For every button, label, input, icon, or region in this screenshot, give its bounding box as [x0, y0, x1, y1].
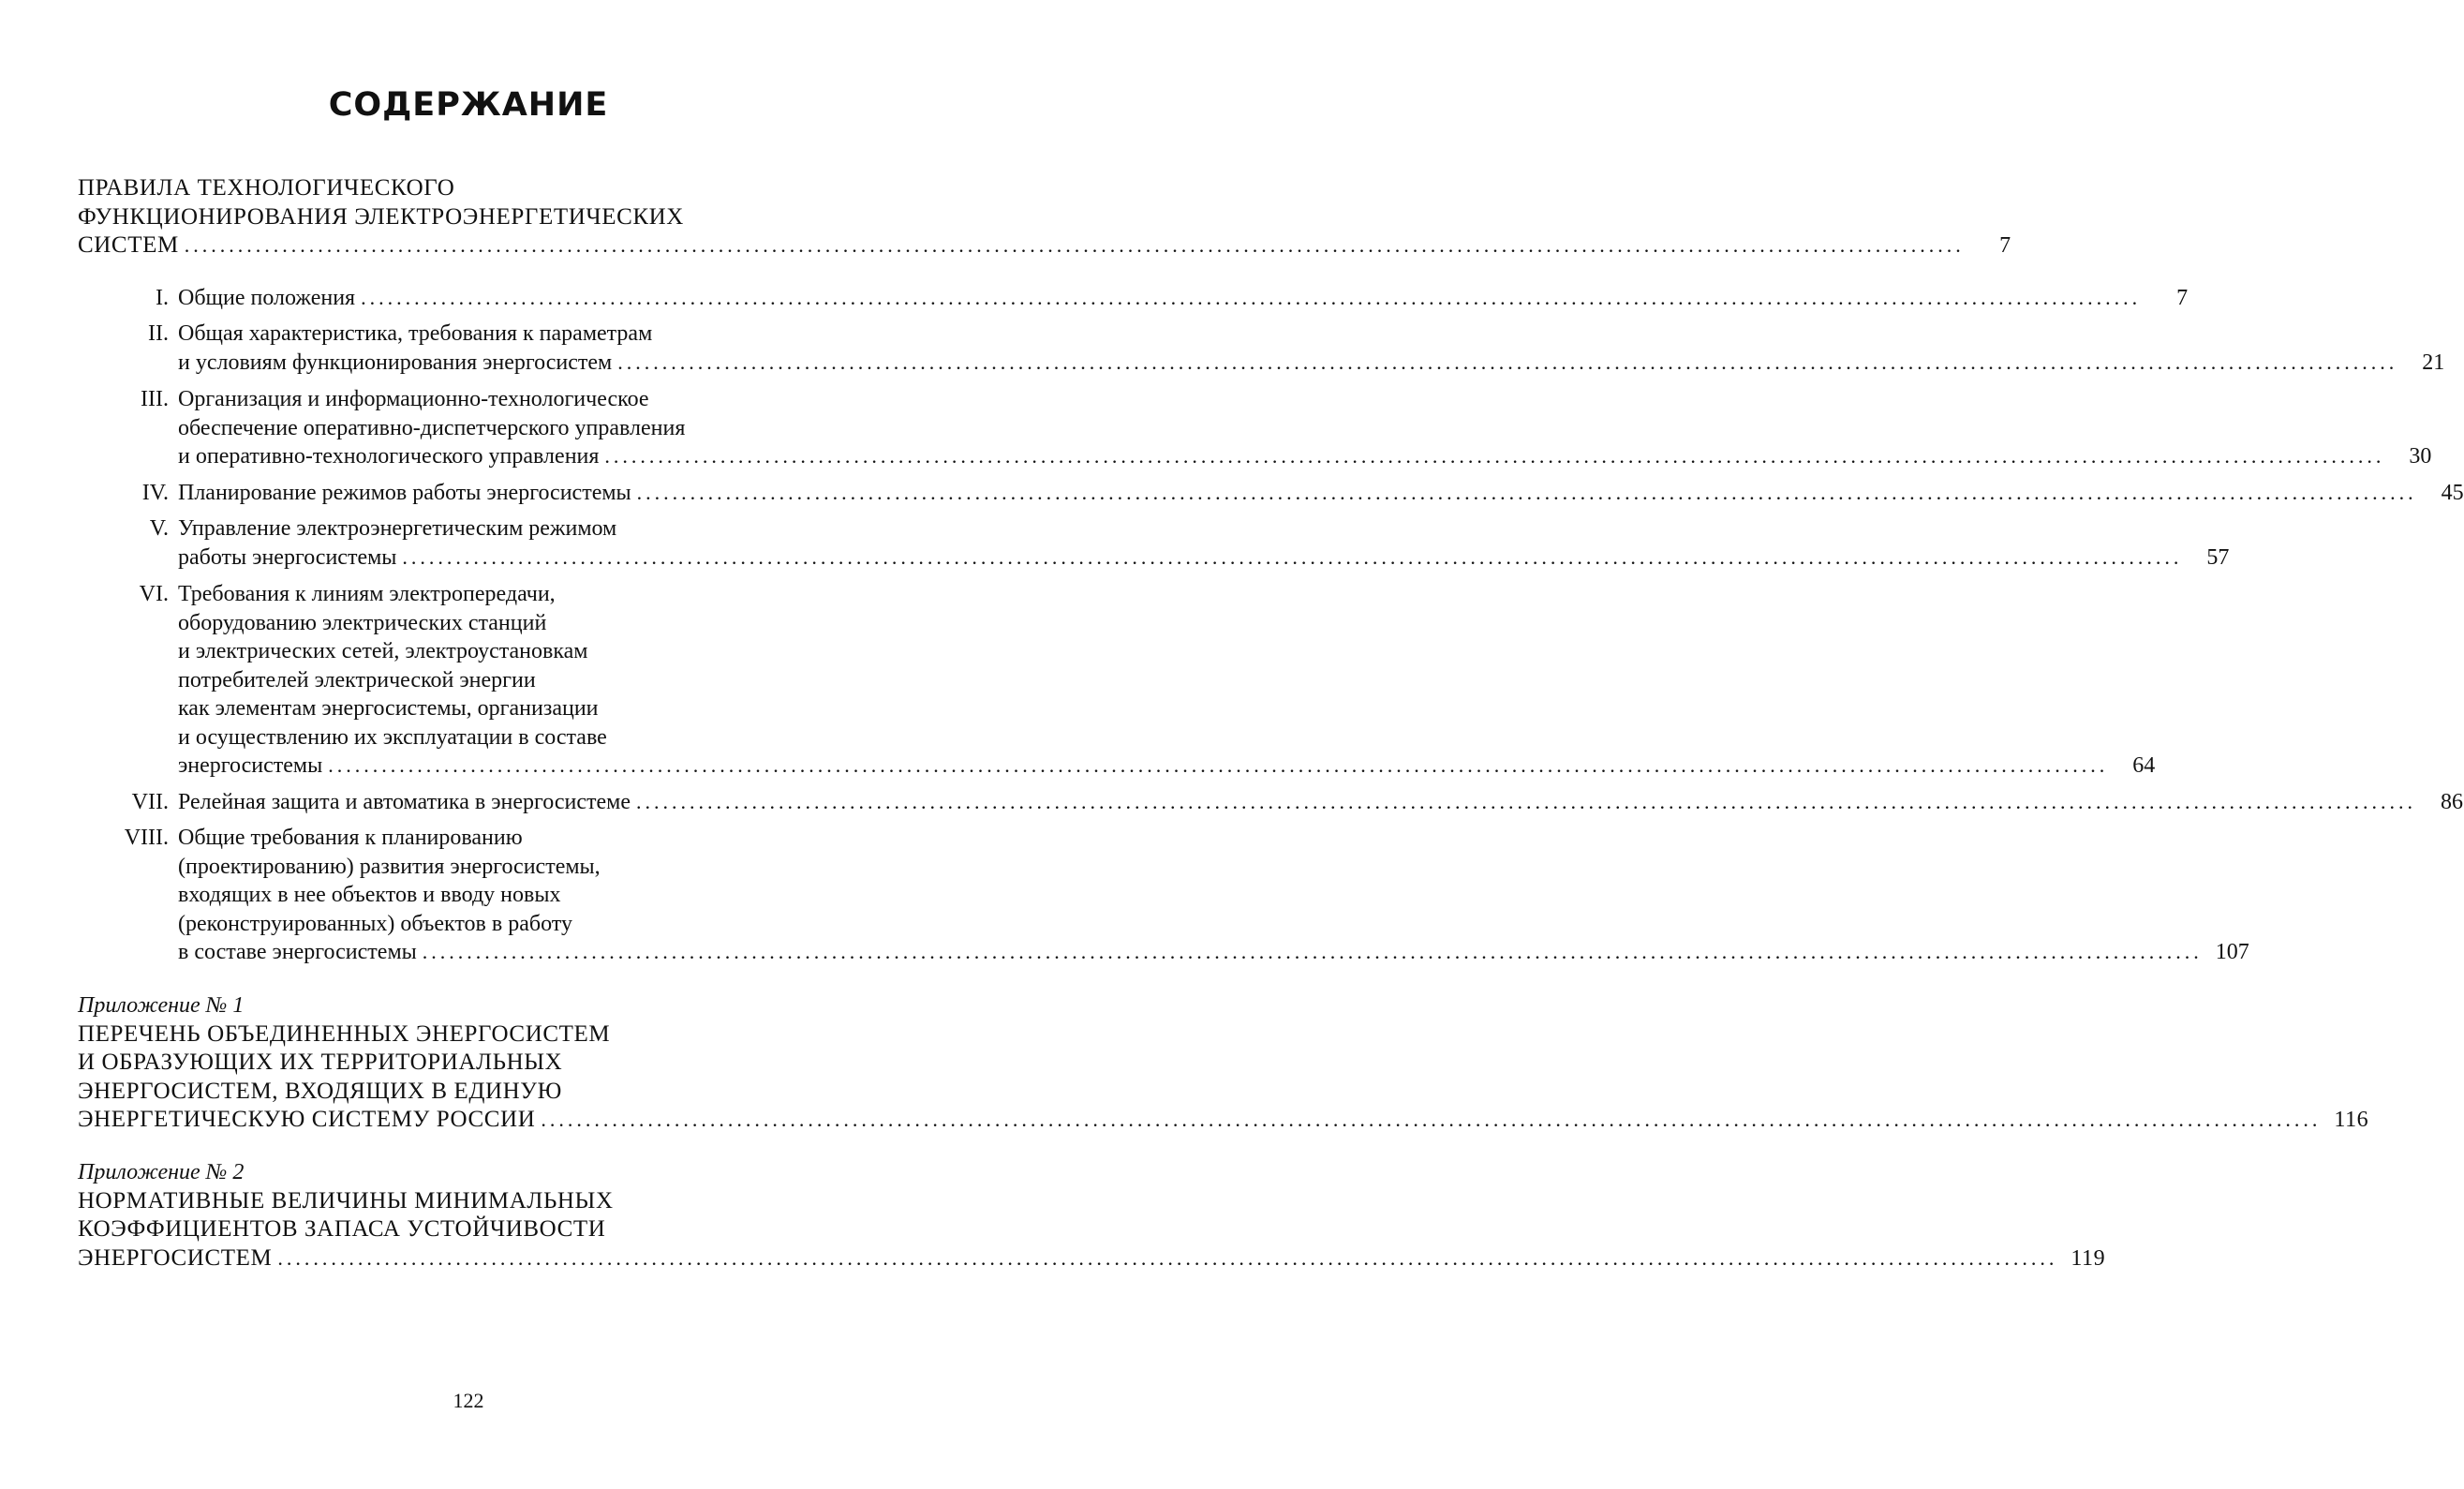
appendix-title-line	[78, 1243, 2106, 1273]
toc-entry-line-text: и условиям функционирования энергосистем	[178, 350, 613, 375]
section-title-line: ФУНКЦИОНИРОВАНИЯ ЭЛЕКТРОЭНЕРГЕТИЧЕСКИХ	[78, 203, 684, 230]
entry-number: III.	[141, 387, 169, 411]
toc-entry-line	[178, 283, 2189, 313]
toc-entry-line: потребителей электрической энергии	[178, 667, 536, 692]
appendix-title-line-text: ЭНЕРГОСИСТЕМ	[78, 1244, 273, 1271]
toc-entry-line: (реконструированных) объектов в работу	[178, 911, 572, 936]
leader-dots: ........................................................................................................................................................................................................	[184, 233, 1965, 257]
leader-dots: ........................................................................................................................................................................................................	[402, 544, 2183, 569]
toc-entry-line: Общая характеристика, требования к параметрам	[178, 321, 653, 346]
toc-entry-line-text: в составе энергосистемы	[178, 940, 417, 964]
entry-number: VII.	[131, 790, 169, 814]
section-title-line-text: СИСТЕМ	[78, 232, 179, 258]
entry-number: I.	[156, 286, 169, 310]
appendix-title-line: КОЭФФИЦИЕНТОВ ЗАПАСА УСТОЙЧИВОСТИ	[78, 1216, 606, 1242]
page-ref: 45	[2441, 481, 2464, 505]
toc-entry-line-text: работы энергосистемы	[178, 544, 397, 570]
page-ref: 57	[2206, 544, 2230, 570]
toc-entry-line	[178, 751, 2156, 781]
toc-entry-line	[178, 441, 2432, 471]
toc-entry-line: и электрических сетей, электроустановкам	[178, 639, 588, 663]
leader-dots: ........................................................................................................................................................................................................	[635, 790, 2416, 813]
page-ref: 64	[2132, 753, 2156, 778]
toc-entry-line: оборудованию электрических станций	[178, 610, 547, 635]
toc-entry-line: Организация и информационно-технологическое	[178, 387, 649, 411]
leader-dots: ........................................................................................................................................................................................................	[277, 1245, 2058, 1270]
toc-entry-line-text: энергосистемы	[178, 753, 323, 778]
toc-entry-line: и осуществлению их эксплуатации в составе	[178, 724, 607, 750]
toc-entry-line	[178, 478, 2464, 508]
entry-number: VI.	[139, 582, 169, 606]
leader-dots: ........................................................................................................................................................................................................	[361, 286, 2142, 309]
appendix-title-line-text: ЭНЕРГЕТИЧЕСКУЮ СИСТЕМУ РОССИИ	[78, 1107, 536, 1132]
toc-entry-line-text: Общие положения	[178, 286, 356, 310]
leader-dots: ........................................................................................................................................................................................................	[541, 1108, 2322, 1131]
page-ref: 7	[1999, 233, 2011, 258]
toc-entry-line-text: Планирование режимов работы энергосистемы	[178, 481, 631, 505]
section-title-line: ПРАВИЛА ТЕХНОЛОГИЧЕСКОГО	[78, 175, 455, 201]
section-title-line	[78, 231, 2011, 261]
toc-entry-line	[178, 937, 2249, 967]
entry-number: VIII.	[124, 826, 169, 850]
toc-entry-line	[178, 543, 2230, 573]
leader-dots: ........................................................................................................................................................................................................	[617, 350, 2398, 374]
appendix-title-line	[78, 1105, 2369, 1135]
toc-entry-line: входящих в нее объектов и вводу новых	[178, 883, 561, 907]
entry-number: IV.	[141, 481, 169, 505]
toc-entry-line: Требования к линиям электропередачи,	[178, 582, 556, 606]
page-ref: 30	[2409, 444, 2432, 469]
page-title: СОДЕРЖАНИЕ	[328, 86, 609, 124]
leader-dots: ........................................................................................................................................................................................................	[422, 940, 2203, 963]
page-ref: 116	[2334, 1108, 2369, 1132]
leader-dots: ........................................................................................................................................................................................................	[636, 481, 2417, 504]
page-ref: 7	[2176, 286, 2189, 310]
appendix-title-line: ПЕРЕЧЕНЬ ОБЪЕДИНЕННЫХ ЭНЕРГОСИСТЕМ	[78, 1020, 611, 1047]
page-ref: 86	[2440, 790, 2463, 814]
appendix-label: Приложение № 1	[78, 993, 245, 1018]
appendix-title-line: И ОБРАЗУЮЩИХ ИХ ТЕРРИТОРИАЛЬНЫХ	[78, 1050, 563, 1075]
toc-entry-line: (проектированию) развития энергосистемы,	[178, 854, 601, 879]
entry-number: V.	[149, 516, 169, 541]
page-ref: 119	[2071, 1245, 2106, 1271]
leader-dots: ........................................................................................................................................................................................................	[604, 444, 2385, 468]
page-ref: 21	[2422, 350, 2445, 375]
toc-entry-line	[178, 348, 2445, 378]
toc-entry-line-text: и оперативно-технологического управления	[178, 444, 600, 469]
toc-entry-line	[178, 787, 2463, 817]
toc-entry-line: как элементам энергосистемы, организации	[178, 696, 599, 721]
page-ref: 107	[2215, 940, 2249, 964]
toc-entry-line: Управление электроэнергетическим режимом	[178, 516, 617, 541]
appendix-title-line: ЭНЕРГОСИСТЕМ, ВХОДЯЩИХ В ЕДИНУЮ	[78, 1078, 562, 1104]
appendix-title-line: НОРМАТИВНЫЕ ВЕЛИЧИНЫ МИНИМАЛЬНЫХ	[78, 1187, 614, 1214]
appendix-label: Приложение № 2	[78, 1160, 245, 1184]
entry-number: II.	[148, 321, 169, 346]
toc-entry-line-text: Релейная защита и автоматика в энергосистеме	[178, 790, 631, 814]
toc-entry-line: Общие требования к планированию	[178, 826, 523, 850]
page-number: 122	[453, 1389, 484, 1412]
toc-entry-line: обеспечение оперативно-диспетчерского управления	[178, 415, 686, 440]
leader-dots: ........................................................................................................................................................................................................	[328, 753, 2109, 777]
